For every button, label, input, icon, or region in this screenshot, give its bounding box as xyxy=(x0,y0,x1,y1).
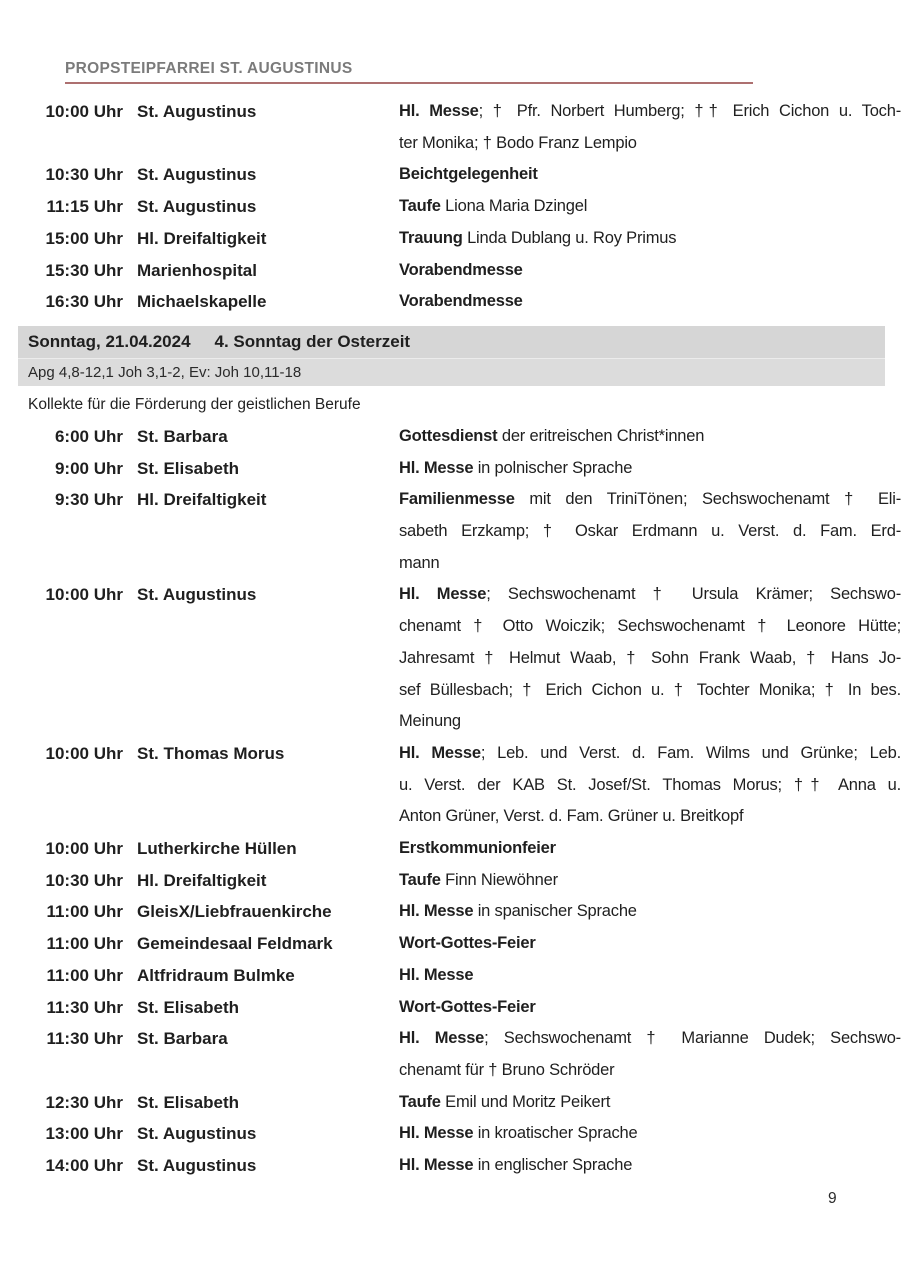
description-line xyxy=(399,96,901,128)
event-type-label: Beichtgelegenheit xyxy=(399,165,538,184)
schedule-row xyxy=(40,833,885,865)
description-line: Anton Grüner, Verst. d. Fam. Grüner u. Breitkopf xyxy=(399,807,744,826)
schedule-row xyxy=(40,579,901,738)
description-line xyxy=(399,928,901,960)
event-time: 10:30 Uhr xyxy=(45,870,123,890)
description-line: Jahresamt † Helmut Waab, † Sohn Frank Waab, † Hans Jo- xyxy=(399,648,901,667)
description-line xyxy=(399,960,901,992)
event-type-label: Hl. Messe xyxy=(399,1156,474,1175)
description-line xyxy=(399,1118,901,1150)
schedule-row xyxy=(40,1118,885,1150)
description-line xyxy=(399,191,901,223)
event-location: Gemeindesaal Feldmark xyxy=(137,934,333,954)
event-time: 11:30 Uhr xyxy=(46,997,123,1017)
description-line: sef Büllesbach; † Erich Cichon u. † Tochter Monika; † In bes. xyxy=(399,680,901,699)
event-location: St. Elisabeth xyxy=(137,997,240,1017)
day-banner-readings-bar xyxy=(18,359,885,386)
event-detail-text: ; † Pfr. Norbert Humberg; †† Erich Cichon u. Toch- xyxy=(478,102,901,120)
description-line xyxy=(399,223,901,255)
schedule-row xyxy=(40,453,885,485)
event-location: Hl. Dreifaltigkeit xyxy=(137,228,267,248)
description-line xyxy=(399,738,901,770)
event-time: 13:00 Uhr xyxy=(45,1124,123,1144)
description-line xyxy=(399,833,901,865)
schedule-row xyxy=(40,191,885,223)
schedule-row xyxy=(40,223,885,255)
event-description xyxy=(399,865,901,897)
description-line: mann xyxy=(399,553,440,572)
event-time: 6:00 Uhr xyxy=(54,426,123,446)
event-detail-text: Liona Maria Dzingel xyxy=(440,197,588,216)
event-description xyxy=(399,96,901,159)
event-detail-text: der eritreischen Christ*innen xyxy=(497,426,705,445)
event-location: GleisX/Liebfrauenkirche xyxy=(137,902,332,922)
event-detail-text: Linda Dublang u. Roy Primus xyxy=(462,228,677,247)
schedule-row xyxy=(40,865,885,897)
schedule-row xyxy=(40,928,885,960)
parish-header xyxy=(65,60,753,84)
event-time: 11:00 Uhr xyxy=(46,902,123,922)
event-description xyxy=(399,1150,901,1182)
schedule-section-previous-day xyxy=(40,96,901,318)
event-description xyxy=(399,896,901,928)
event-description xyxy=(399,833,901,865)
description-line: Meinung xyxy=(399,712,461,731)
description-line xyxy=(399,484,901,516)
event-location: Hl. Dreifaltigkeit xyxy=(137,870,267,890)
event-description xyxy=(399,960,901,992)
event-location: Lutherkirche Hüllen xyxy=(137,839,297,859)
schedule-row xyxy=(40,159,885,191)
event-type-label: Hl. Messe xyxy=(399,743,481,762)
schedule-row xyxy=(40,738,901,833)
event-time: 11:00 Uhr xyxy=(46,934,123,954)
event-location: St. Elisabeth xyxy=(137,1092,240,1112)
event-time: 11:30 Uhr xyxy=(46,1029,123,1049)
description-line xyxy=(399,992,901,1024)
day-banner-date: Sonntag, 21.04.2024 xyxy=(28,331,191,351)
event-location: St. Augustinus xyxy=(137,1124,257,1144)
description-line: sabeth Erzkamp; † Oskar Erdmann u. Verst. d. Fam. Erd- xyxy=(399,522,901,541)
event-description xyxy=(399,1118,901,1150)
event-type-label: Wort-Gottes-Feier xyxy=(399,997,536,1016)
event-type-label: Trauung xyxy=(399,228,463,247)
description-line xyxy=(399,579,901,611)
event-location: St. Augustinus xyxy=(137,102,257,121)
event-time: 10:30 Uhr xyxy=(45,165,123,185)
event-description xyxy=(399,223,901,255)
event-type-label: Taufe xyxy=(399,870,441,889)
event-location: St. Thomas Morus xyxy=(137,743,285,763)
event-time: 16:30 Uhr xyxy=(45,292,123,312)
description-line xyxy=(399,421,901,453)
schedule-row xyxy=(40,1087,885,1119)
event-detail-text: in spanischer Sprache xyxy=(473,902,637,921)
event-time: 12:30 Uhr xyxy=(45,1092,123,1112)
description-line xyxy=(399,865,901,897)
event-type-label: Hl. Messe xyxy=(399,1029,485,1048)
event-type-label: Familienmesse xyxy=(399,490,515,509)
event-type-label: Vorabendmesse xyxy=(399,260,523,279)
event-detail-text: Finn Niewöhner xyxy=(440,870,558,889)
event-location: Hl. Dreifaltigkeit xyxy=(137,490,267,510)
description-line: ter Monika; † Bodo Franz Lempio xyxy=(399,133,637,152)
schedule-row xyxy=(40,255,885,287)
event-time: 10:00 Uhr xyxy=(45,102,123,121)
event-time: 15:30 Uhr xyxy=(45,260,123,280)
event-time: 15:00 Uhr xyxy=(45,228,123,248)
description-line xyxy=(399,1023,901,1055)
event-description xyxy=(399,159,901,191)
event-time: 10:00 Uhr xyxy=(45,839,123,859)
event-detail-text: Emil und Moritz Peikert xyxy=(440,1092,611,1111)
event-detail-text: ; Sechswochenamt † Marianne Dudek; Sechswo- xyxy=(484,1029,901,1048)
event-location: Marienhospital xyxy=(137,260,257,280)
event-type-label: Hl. Messe xyxy=(399,965,474,984)
schedule-row xyxy=(40,896,885,928)
event-description xyxy=(399,484,901,579)
event-location: St. Augustinus xyxy=(137,165,257,185)
description-line xyxy=(399,1150,901,1182)
event-description xyxy=(399,453,901,485)
event-type-label: Hl. Messe xyxy=(399,902,474,921)
event-detail-text: in englischer Sprache xyxy=(473,1156,633,1175)
event-time: 11:00 Uhr xyxy=(46,965,123,985)
event-type-label: Hl. Messe xyxy=(399,585,487,604)
schedule-row xyxy=(40,421,885,453)
event-type-label: Hl. Messe xyxy=(399,458,474,477)
event-type-label: Vorabendmesse xyxy=(399,292,523,311)
event-description xyxy=(399,191,901,223)
description-line: chenamt † Otto Woiczik; Sechswochenamt † Leonore Hütte; xyxy=(399,617,901,636)
event-location: St. Augustinus xyxy=(137,197,257,217)
event-description xyxy=(399,579,901,738)
event-detail-text: mit den TriniTönen; Sechswochenamt † Eli- xyxy=(514,490,901,509)
schedule-row xyxy=(40,286,885,318)
event-description xyxy=(399,992,901,1024)
day-banner xyxy=(18,326,885,386)
day-banner-day-title: 4. Sonntag der Osterzeit xyxy=(214,331,411,351)
schedule-row xyxy=(40,960,885,992)
schedule-section-sunday xyxy=(40,421,901,1182)
event-time: 10:00 Uhr xyxy=(45,743,123,763)
event-description xyxy=(399,286,901,318)
event-description xyxy=(399,421,901,453)
event-time: 9:00 Uhr xyxy=(54,458,123,478)
event-time: 10:00 Uhr xyxy=(45,585,123,605)
event-type-label: Taufe xyxy=(399,197,441,216)
event-location: Michaelskapelle xyxy=(137,292,267,312)
description-line xyxy=(399,159,901,191)
event-description xyxy=(399,255,901,287)
collection-note: Kollekte für die Förderung der geistlichen Berufe xyxy=(28,395,361,413)
readings-text: Apg 4,8-12,1 Joh 3,1-2, Ev: Joh 10,11-18 xyxy=(28,363,302,381)
event-type-label: Hl. Messe xyxy=(399,102,479,120)
event-description xyxy=(399,1023,901,1086)
schedule-row xyxy=(40,96,901,159)
description-line xyxy=(399,896,901,928)
event-location: St. Augustinus xyxy=(137,1156,257,1176)
description-line xyxy=(399,255,901,287)
event-type-label: Erstkommunionfeier xyxy=(399,839,556,858)
event-description xyxy=(399,928,901,960)
parish-header-title: PROPSTEIPFARREI ST. AUGUSTINUS xyxy=(65,60,353,77)
event-location: St. Augustinus xyxy=(137,585,257,605)
event-description xyxy=(399,1087,901,1119)
event-detail-text: ; Leb. und Verst. d. Fam. Wilms und Grünke; Leb. xyxy=(480,743,901,762)
event-location: Altfridraum Bulmke xyxy=(137,965,295,985)
event-time: 14:00 Uhr xyxy=(45,1156,123,1176)
event-type-label: Wort-Gottes-Feier xyxy=(399,934,536,953)
event-type-label: Gottesdienst xyxy=(399,426,498,445)
event-description xyxy=(399,738,901,833)
event-location: St. Barbara xyxy=(137,1029,228,1049)
event-detail-text: in polnischer Sprache xyxy=(473,458,633,477)
event-type-label: Taufe xyxy=(399,1092,441,1111)
description-line xyxy=(399,453,901,485)
description-line: chenamt für † Bruno Schröder xyxy=(399,1060,615,1079)
schedule-row xyxy=(40,484,901,579)
event-location: St. Elisabeth xyxy=(137,458,240,478)
event-location: St. Barbara xyxy=(137,426,228,446)
event-time: 11:15 Uhr xyxy=(46,197,123,217)
description-line xyxy=(399,286,901,318)
schedule-row xyxy=(40,992,885,1024)
event-detail-text: in kroatischer Sprache xyxy=(473,1124,638,1143)
day-banner-title-bar xyxy=(18,326,885,359)
schedule-row xyxy=(40,1023,901,1086)
event-detail-text: ; Sechswochenamt † Ursula Krämer; Sechswo- xyxy=(486,585,901,604)
schedule-row xyxy=(40,1150,885,1182)
description-line: u. Verst. der KAB St. Josef/St. Thomas Morus; †† Anna u. xyxy=(399,775,901,794)
event-time: 9:30 Uhr xyxy=(54,490,123,510)
event-type-label: Hl. Messe xyxy=(399,1124,474,1143)
page-number: 9 xyxy=(828,1190,837,1207)
description-line xyxy=(399,1087,901,1119)
